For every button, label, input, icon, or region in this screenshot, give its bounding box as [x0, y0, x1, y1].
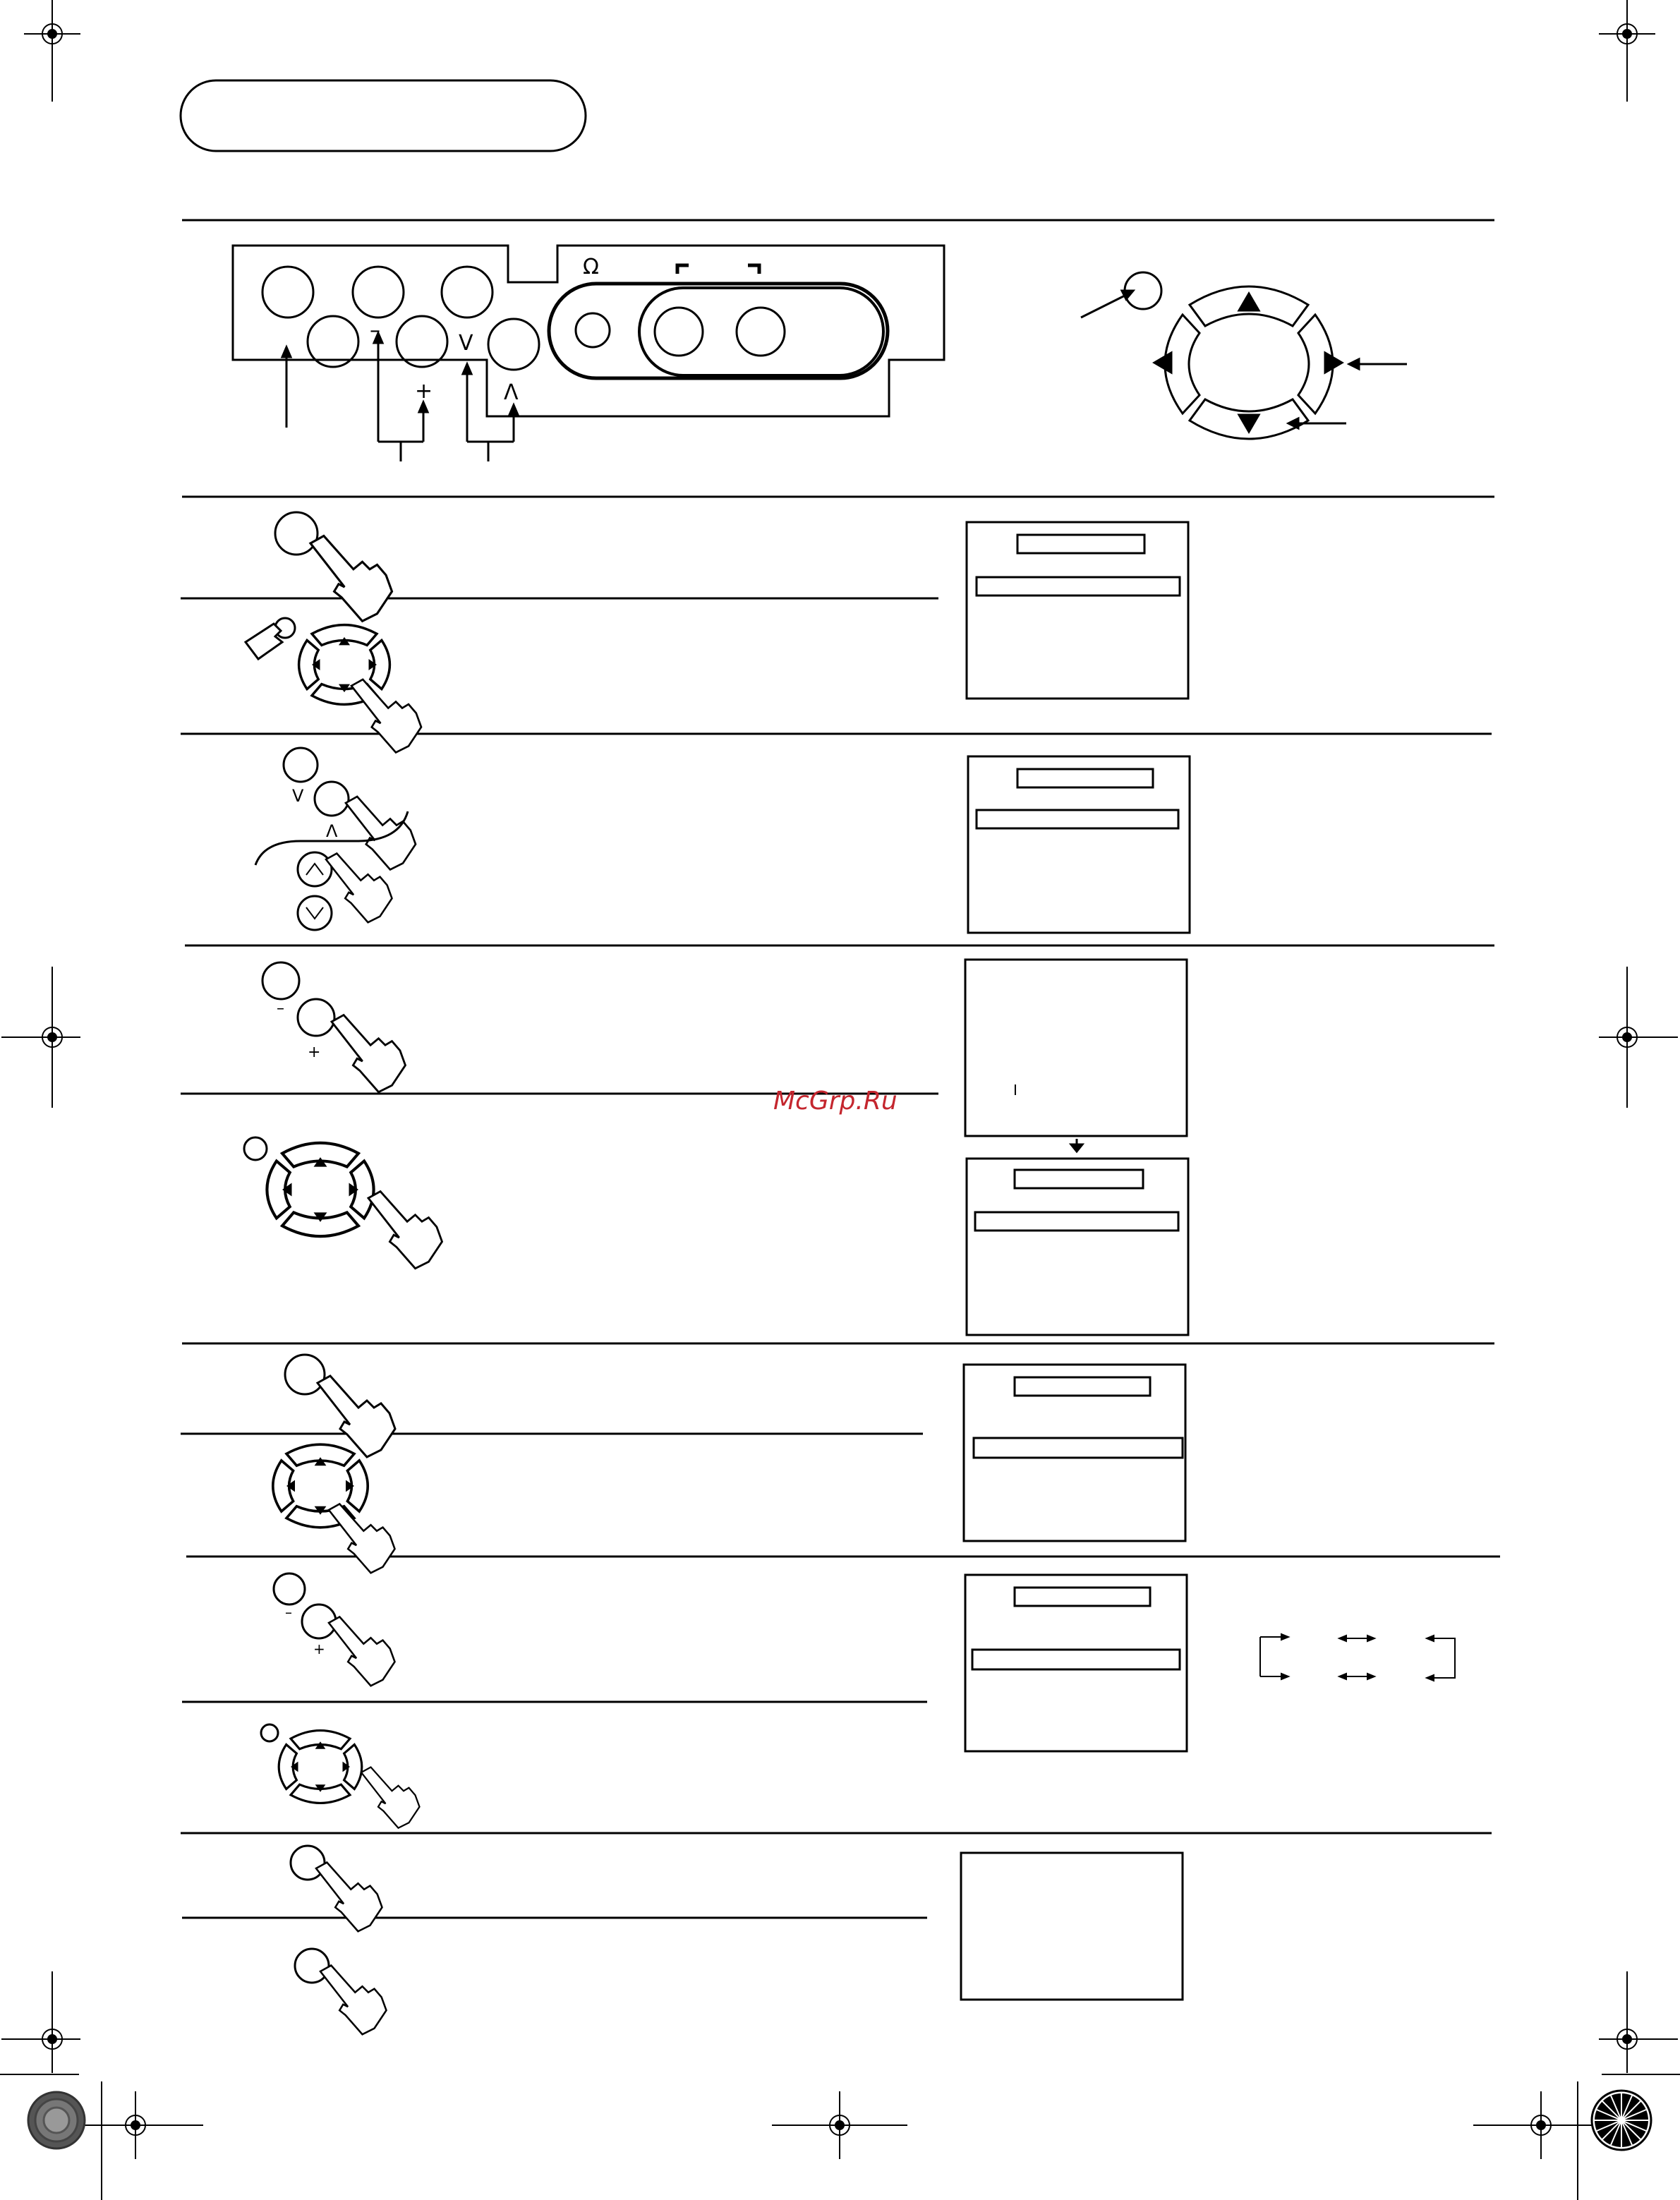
osd-screen-4	[967, 1159, 1188, 1335]
osd-screen-5	[964, 1365, 1185, 1541]
panel-up-label: Λ	[504, 380, 519, 405]
step-plus-label: +	[308, 1044, 321, 1061]
step-channel	[255, 748, 416, 930]
step-plus-label-2: +	[313, 1640, 325, 1657]
step-press-menu	[275, 512, 392, 621]
step-volume	[262, 962, 406, 1092]
panel-minus-label: –	[370, 318, 380, 343]
star-target	[1592, 2091, 1651, 2150]
step-down-label: V	[292, 786, 304, 806]
osd-transition-arrow	[1071, 1139, 1082, 1152]
step-dpad-1	[246, 618, 421, 753]
watermark: McGrp.Ru	[773, 1087, 898, 1116]
tv-front-panel	[233, 246, 944, 461]
headphone-label: Ω	[583, 255, 599, 279]
title-capsule	[181, 80, 586, 151]
osd-screen-6	[965, 1575, 1187, 1751]
osd-screen-1	[967, 522, 1188, 699]
step-dpad-2	[244, 1137, 442, 1269]
step-press-2	[285, 1355, 395, 1457]
remote-dpad-large	[1081, 272, 1407, 439]
step-minus-label: –	[277, 1000, 284, 1017]
step-dpad-3	[273, 1444, 395, 1573]
step-press-4	[295, 1949, 387, 2034]
gray-scale-target	[28, 2092, 85, 2148]
osd-screen-2	[968, 756, 1190, 933]
step-up-label: Λ	[326, 821, 338, 841]
cycle-diagram	[1260, 1634, 1455, 1681]
panel-down-label: V	[459, 331, 473, 356]
step-minus-label-2: –	[285, 1604, 292, 1621]
osd-cursor: I	[1013, 1082, 1017, 1099]
step-dpad-4	[261, 1724, 420, 1828]
panel-plus-label: +	[415, 379, 433, 404]
osd-screen-7	[961, 1853, 1183, 2000]
step-volume-2	[274, 1573, 395, 1686]
osd-screen-3	[965, 960, 1187, 1136]
